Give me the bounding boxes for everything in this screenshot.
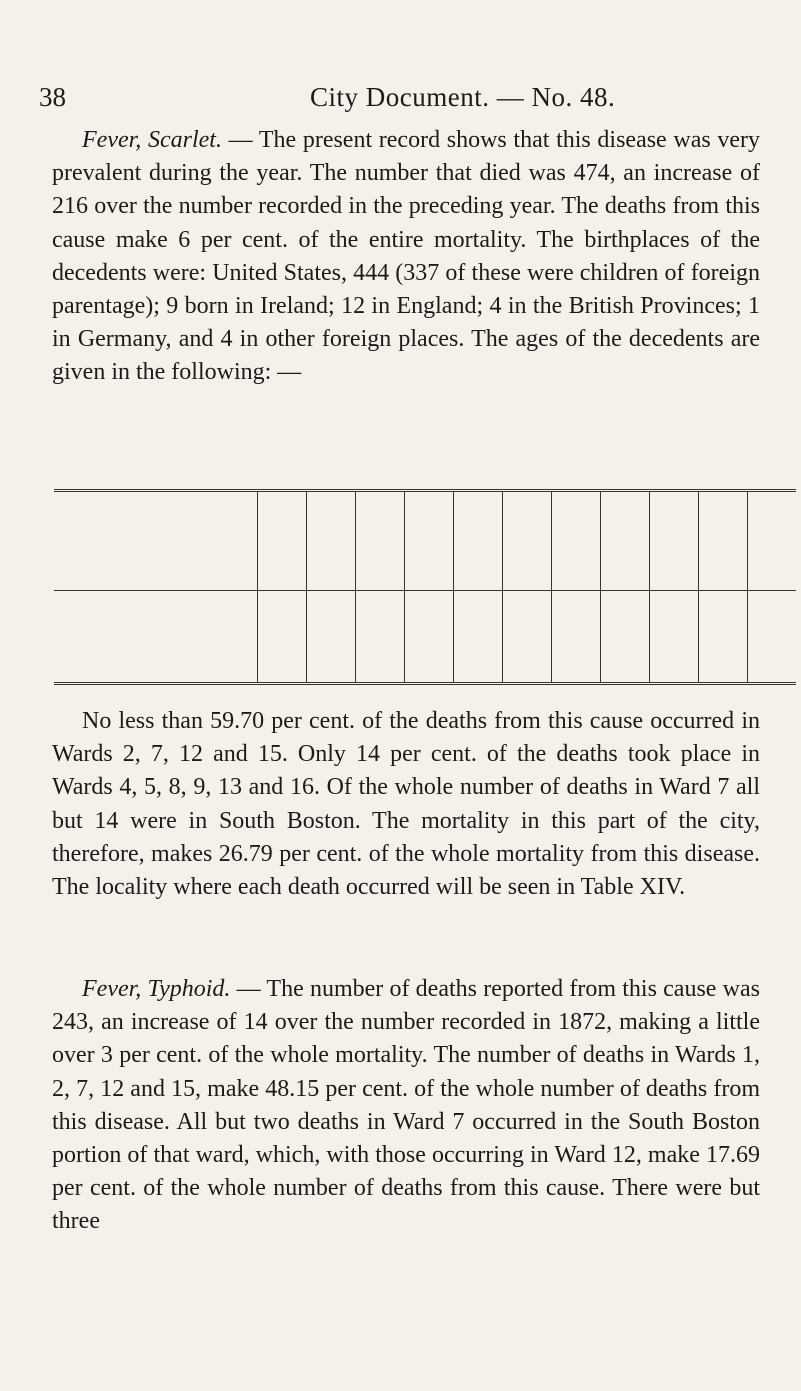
table-column-divider bbox=[600, 492, 601, 682]
table-column-divider bbox=[551, 492, 552, 682]
table-rule-top bbox=[54, 489, 796, 492]
paragraph-scarlet-fever bbox=[52, 124, 760, 390]
table-column-divider bbox=[355, 492, 356, 682]
paragraph-text: — The number of deaths reported from this cause was 243, an increase of 14 over the number recorded in 1872, making a little over 3 per cent. of the whole mortality. The number of deaths in Wards 1, 2, 7, 12 and 15, make 48.15 per cent. of the whole number of deaths from this disease. All but two deaths in Ward 7 occurred in the South Boston portion of that ward, which, with those occurring in Ward 12, make 17.69 per cent. of the whole number of deaths from this cause. There were but three bbox=[52, 976, 760, 1235]
table-column-divider bbox=[257, 492, 258, 682]
running-head: City Document. — No. 48. bbox=[310, 82, 616, 112]
table-column-divider bbox=[453, 492, 454, 682]
age-table bbox=[54, 489, 796, 687]
page-header bbox=[0, 82, 801, 122]
table-column-divider bbox=[306, 492, 307, 682]
table-rule-bottom bbox=[54, 682, 796, 685]
paragraph-typhoid-fever bbox=[52, 973, 760, 1239]
paragraph-text: — The present record shows that this disease was very prevalent during the year. The number that died was 474, an increase of 216 over the number recorded in the preceding year. The deaths from this cause make 6 per cent. of the entire mortality. The birthplaces of the decedents were: United States, 444 (337 of these were children of foreign parentage); 9 born in Ireland; 12 in England; 4 in the British Provinces; 1 in Germany, and 4 in other foreign places. The ages of the decedents are given in the following: — bbox=[52, 127, 761, 386]
table-column-divider bbox=[502, 492, 503, 682]
paragraph-title: Fever, Typhoid. bbox=[82, 976, 231, 1002]
table-column-divider bbox=[698, 492, 699, 682]
page-number: 38 bbox=[39, 82, 66, 112]
paragraph-title: Fever, Scarlet. bbox=[82, 127, 222, 153]
paragraph-ward-distribution bbox=[52, 705, 760, 904]
table-column-divider bbox=[747, 492, 748, 682]
table-rule-header bbox=[54, 590, 796, 591]
table-column-divider bbox=[649, 492, 650, 682]
paragraph-text: No less than 59.70 per cent. of the deaths from this cause occurred in Wards 2, 7, 12 and 15. Only 14 per cent. of the deaths took place in Wards 4, 5, 8, 9, 13 and 16. Of the whole number of deaths in Ward 7 all but 14 were in South Boston. The mortality in this part of the city, therefore, makes 26.79 per cent. of the whole mortality from this disease. The locality where each death occurred will be seen in Table XIV. bbox=[52, 708, 760, 901]
table-column-divider bbox=[404, 492, 405, 682]
